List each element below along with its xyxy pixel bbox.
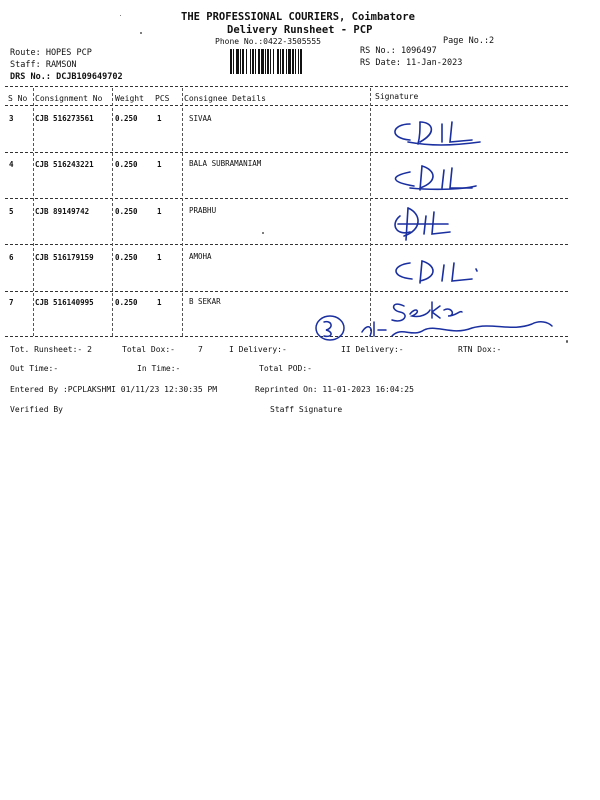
route-label: Route: HOPES PCP bbox=[10, 48, 92, 58]
total-pod: Total POD:- bbox=[259, 364, 312, 373]
barcode-bar bbox=[236, 49, 239, 74]
i-delivery: I Delivery:- bbox=[229, 345, 287, 354]
barcode-bar bbox=[252, 49, 254, 74]
row-divider bbox=[5, 291, 568, 292]
barcode-bar bbox=[270, 49, 271, 74]
col-header-consignee: Consignee Details bbox=[184, 94, 266, 103]
table-top-rule bbox=[5, 86, 568, 87]
staff-value: RAMSON bbox=[45, 60, 77, 70]
col-header-sno: S No bbox=[8, 94, 28, 103]
row-sno: 4 bbox=[9, 160, 14, 169]
barcode-bar bbox=[233, 49, 234, 74]
barcode-bar bbox=[230, 49, 232, 74]
barcode-bar bbox=[282, 49, 284, 74]
reprinted-on: Reprinted On: 11-01-2023 16:04:25 bbox=[255, 385, 414, 394]
total-dox-label: Total Dox:- bbox=[122, 345, 175, 354]
row-consignment: CJB 89149742 bbox=[35, 207, 90, 216]
row-consignment: CJB 516179159 bbox=[35, 253, 94, 262]
document-subtitle: Delivery Runsheet - PCP bbox=[227, 24, 373, 36]
staff-signature-label: Staff Signature bbox=[270, 405, 343, 414]
scan-speck bbox=[140, 32, 142, 34]
row-weight: 0.250 bbox=[115, 160, 138, 169]
rs-date: RS Date: 11-Jan-2023 bbox=[360, 58, 463, 68]
handwritten-signature bbox=[380, 158, 490, 198]
barcode-bar bbox=[300, 49, 302, 74]
handwritten-signature bbox=[390, 202, 480, 244]
total-runsheet: Tot. Runsheet:- 2 bbox=[10, 345, 92, 354]
row-pcs: 1 bbox=[157, 114, 162, 123]
handwritten-signature bbox=[312, 296, 562, 344]
total-dox-value: 7 bbox=[198, 345, 203, 354]
row-sno: 5 bbox=[9, 207, 14, 216]
drs-number bbox=[10, 72, 123, 82]
scan-speck bbox=[262, 232, 264, 234]
column-divider bbox=[33, 88, 34, 336]
row-consignee: BALA SUBRAMANIAM bbox=[189, 159, 262, 168]
out-time: Out Time:- bbox=[10, 364, 59, 373]
row-sno: 6 bbox=[9, 253, 14, 262]
page-number: Page No.:2 bbox=[443, 36, 495, 46]
barcode-bar bbox=[288, 49, 291, 74]
company-title: THE PROFESSIONAL COURIERS, Coimbatore bbox=[181, 11, 415, 23]
handwritten-signature bbox=[380, 112, 490, 152]
barcode-bar bbox=[295, 49, 296, 74]
row-weight: 0.250 bbox=[115, 253, 138, 262]
staff-info bbox=[10, 60, 77, 70]
row-divider bbox=[5, 198, 568, 199]
row-consignee: PRABHU bbox=[189, 206, 217, 215]
barcode-bar bbox=[286, 49, 287, 74]
col-header-signature: Signature bbox=[375, 92, 419, 101]
barcode-bar bbox=[255, 49, 256, 74]
barcode-bar bbox=[267, 49, 269, 74]
barcode-bar bbox=[246, 49, 247, 74]
in-time: In Time:- bbox=[137, 364, 181, 373]
barcode-bar bbox=[292, 49, 294, 74]
handwritten-signature bbox=[380, 253, 490, 291]
barcode-bar bbox=[265, 49, 266, 74]
barcode-bar bbox=[261, 49, 264, 74]
rtn-dox: RTN Dox:- bbox=[458, 345, 502, 354]
barcode-bar bbox=[250, 49, 251, 74]
barcode-bar bbox=[280, 49, 281, 74]
header-bottom-rule bbox=[5, 105, 568, 106]
scan-speck bbox=[120, 15, 121, 16]
scan-speck bbox=[566, 340, 568, 343]
row-consignee: B SEKAR bbox=[189, 297, 221, 306]
col-header-weight: Weight bbox=[115, 94, 144, 103]
drs-label: DRS No.: bbox=[10, 72, 51, 82]
rs-number: RS No.: 1096497 bbox=[360, 46, 437, 56]
row-divider bbox=[5, 244, 568, 245]
column-divider bbox=[182, 88, 183, 336]
row-weight: 0.250 bbox=[115, 207, 138, 216]
row-weight: 0.250 bbox=[115, 298, 138, 307]
row-consignment: CJB 516273561 bbox=[35, 114, 94, 123]
drs-value: DCJB109649702 bbox=[56, 72, 123, 82]
barcode-bar bbox=[277, 49, 279, 74]
column-divider bbox=[112, 88, 113, 336]
barcode bbox=[230, 49, 352, 74]
barcode-bar bbox=[258, 49, 260, 74]
row-pcs: 1 bbox=[157, 160, 162, 169]
staff-label: Staff: bbox=[10, 60, 41, 70]
col-header-consignment: Consignment No bbox=[35, 94, 103, 103]
row-sno: 3 bbox=[9, 114, 14, 123]
row-pcs: 1 bbox=[157, 298, 162, 307]
barcode-bar bbox=[240, 49, 241, 74]
phone-number: Phone No.:0422-3505555 bbox=[215, 37, 321, 46]
row-consignment: CJB 516243221 bbox=[35, 160, 94, 169]
barcode-bar bbox=[273, 49, 274, 74]
entered-by: Entered By :PCPLAKSHMI 01/11/23 12:30:35 PM bbox=[10, 385, 218, 394]
barcode-bar bbox=[242, 49, 244, 74]
ii-delivery: II Delivery:- bbox=[341, 345, 404, 354]
row-consignee: AMOHA bbox=[189, 252, 212, 261]
row-divider bbox=[5, 152, 568, 153]
verified-by: Verified By bbox=[10, 405, 63, 414]
row-weight: 0.250 bbox=[115, 114, 138, 123]
col-header-pcs: PCS bbox=[155, 94, 170, 103]
row-consignment: CJB 516140995 bbox=[35, 298, 94, 307]
barcode-bar bbox=[298, 49, 299, 74]
row-consignee: SIVAA bbox=[189, 114, 212, 123]
row-pcs: 1 bbox=[157, 207, 162, 216]
row-pcs: 1 bbox=[157, 253, 162, 262]
row-sno: 7 bbox=[9, 298, 14, 307]
